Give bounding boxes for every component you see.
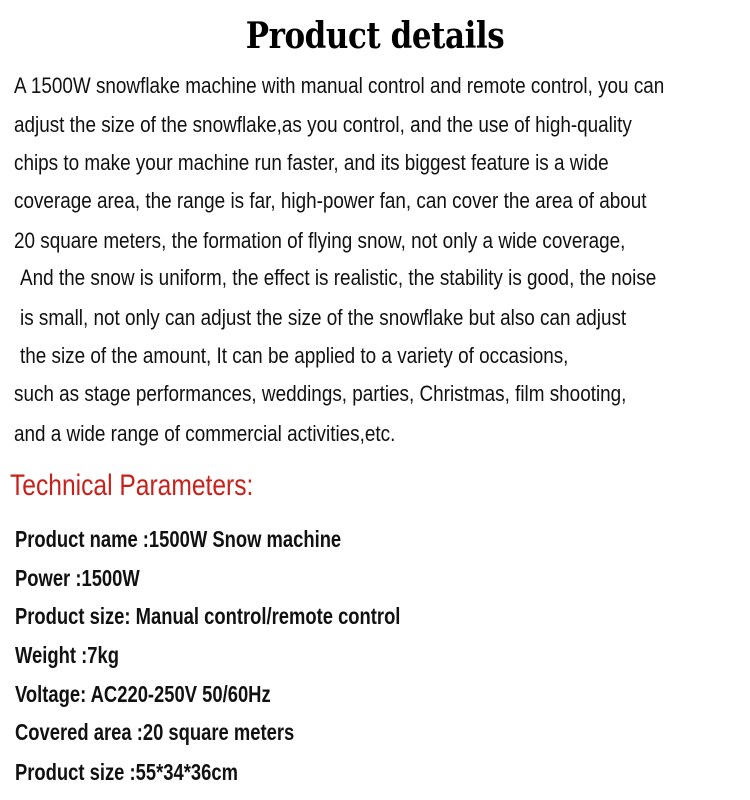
page-title: Product details xyxy=(245,15,505,57)
param-product-name: Product name :1500W Snow machine xyxy=(15,526,342,552)
description-line: the size of the amount, It can be applied to a variety of occasions, xyxy=(20,343,569,368)
param-weight: Weight :7kg xyxy=(15,642,119,668)
description-line: 20 square meters, the formation of flying snow, not only a wide coverage, xyxy=(14,228,626,253)
description-line: adjust the size of the snowflake,as you control, and the use of high-quality xyxy=(14,112,632,137)
technical-parameters-heading: Technical Parameters: xyxy=(10,469,254,502)
description-line: coverage area, the range is far, high-power fan, can cover the area of about xyxy=(14,188,647,213)
param-control-type: Product size: Manual control/remote control xyxy=(15,603,401,629)
param-product-size: Product size :55*34*36cm xyxy=(15,759,238,785)
param-voltage: Voltage: AC220-250V 50/60Hz xyxy=(15,681,271,707)
description-line: A 1500W snowflake machine with manual control and remote control, you can xyxy=(14,73,665,98)
description-line: such as stage performances, weddings, parties, Christmas, film shooting, xyxy=(14,381,627,406)
param-power: Power :1500W xyxy=(15,565,140,591)
description-line: is small, not only can adjust the size of the snowflake but also can adjust xyxy=(20,305,627,330)
description-line: and a wide range of commercial activities,etc. xyxy=(14,421,396,446)
description-line: chips to make your machine run faster, and its biggest feature is a wide xyxy=(14,150,609,175)
param-covered-area: Covered area :20 square meters xyxy=(15,719,295,745)
description-line: And the snow is uniform, the effect is realistic, the stability is good, the noise xyxy=(20,265,657,290)
